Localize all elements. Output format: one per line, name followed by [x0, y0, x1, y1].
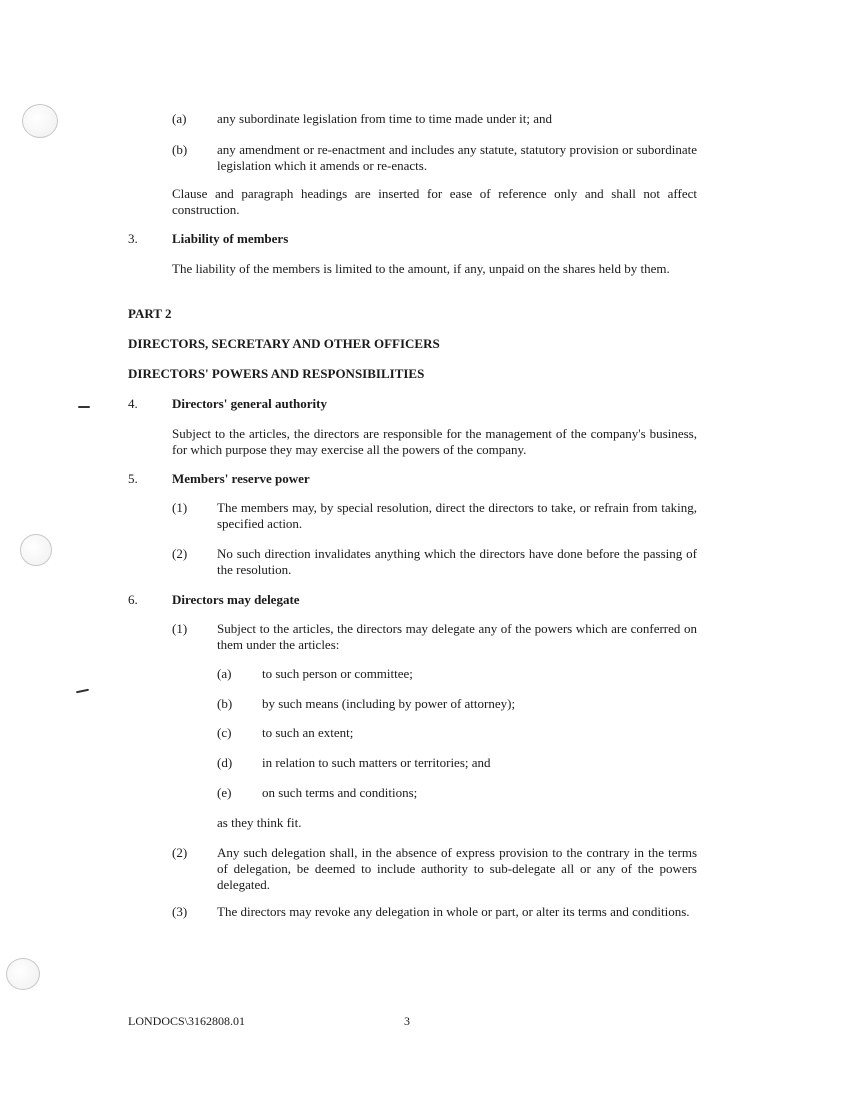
- clause-6-number: 6.: [128, 592, 138, 607]
- intro-item-a-text: any subordinate legislation from time to time made under it; and: [217, 111, 553, 126]
- sub-item-d-text: in relation to such matters or territories; and: [262, 755, 491, 770]
- clause-6-item-2-text: Any such delegation shall, in the absence of express provision to the contrary in the terms of delegation, be deemed to include authority to sub-delegate all or any of the powers delegated.: [217, 845, 697, 892]
- part-heading-officers: DIRECTORS, SECRETARY AND OTHER OFFICERS: [128, 336, 440, 351]
- sub-item-e-label: (e): [217, 785, 232, 800]
- sub-item-e-text: on such terms and conditions;: [262, 785, 418, 800]
- clause-3-number: 3.: [128, 231, 138, 246]
- clause-5-number: 5.: [128, 471, 138, 486]
- clause-5-item-1-text: The members may, by special resolution, direct the directors to take, or refrain from taking, specified action.: [217, 500, 697, 531]
- clause-6-item-1-closing: as they think fit.: [217, 815, 302, 830]
- clause-3-text: The liability of the members is limited to the amount, if any, unpaid on the shares held by them.: [172, 261, 670, 276]
- clause-6-item-3-text: The directors may revoke any delegation in whole or part, or alter its terms and conditions.: [217, 904, 690, 919]
- clause-6-item-1-text: Subject to the articles, the directors may delegate any of the powers which are conferred on them under the articles:: [217, 621, 697, 652]
- punch-hole-top: [22, 104, 58, 138]
- clause-4-heading: Directors' general authority: [172, 396, 327, 411]
- sub-item-a-label: (a): [217, 666, 232, 681]
- sub-item-b-text: by such means (including by power of attorney);: [262, 696, 516, 711]
- clause-5-item-2-text: No such direction invalidates anything which the directors have done before the passing of the resolution.: [217, 546, 697, 577]
- scan-mark-2: [76, 689, 89, 694]
- intro-item-b-label: (b): [172, 142, 188, 157]
- part-heading-powers: DIRECTORS' POWERS AND RESPONSIBILITIES: [128, 366, 425, 381]
- clause-6-item-3-label: (3): [172, 904, 188, 919]
- sub-item-b-label: (b): [217, 696, 233, 711]
- sub-item-d-label: (d): [217, 755, 233, 770]
- intro-item-b-text: any amendment or re-enactment and includes any statute, statutory provision or subordinate legislation which it amends or re-enacts.: [217, 142, 697, 173]
- clause-4-text: Subject to the articles, the directors are responsible for the management of the company's business, for which purpose they may exercise all the powers of the company.: [172, 426, 697, 457]
- punch-hole-middle: [20, 534, 52, 566]
- clause-3-heading: Liability of members: [172, 231, 289, 246]
- sub-item-a-text: to such person or committee;: [262, 666, 413, 681]
- clause-5-item-2-label: (2): [172, 546, 188, 561]
- part-title: PART 2: [128, 306, 172, 321]
- sub-item-c-label: (c): [217, 725, 232, 740]
- clause-6-heading: Directors may delegate: [172, 592, 300, 607]
- clause-5-item-1-label: (1): [172, 500, 188, 515]
- scan-mark-1: [78, 406, 90, 408]
- sub-item-c-text: to such an extent;: [262, 725, 354, 740]
- headings-note: Clause and paragraph headings are inserted for ease of reference only and shall not affect construction.: [172, 186, 697, 217]
- clause-5-heading: Members' reserve power: [172, 471, 310, 486]
- clause-4-number: 4.: [128, 396, 138, 411]
- punch-hole-bottom: [6, 958, 40, 990]
- footer-doc-ref: LONDOCS\3162808.01: [128, 1014, 246, 1028]
- clause-6-item-2-label: (2): [172, 845, 188, 860]
- intro-item-a-label: (a): [172, 111, 187, 126]
- footer-page-number: 3: [404, 1014, 410, 1028]
- clause-6-item-1-label: (1): [172, 621, 188, 636]
